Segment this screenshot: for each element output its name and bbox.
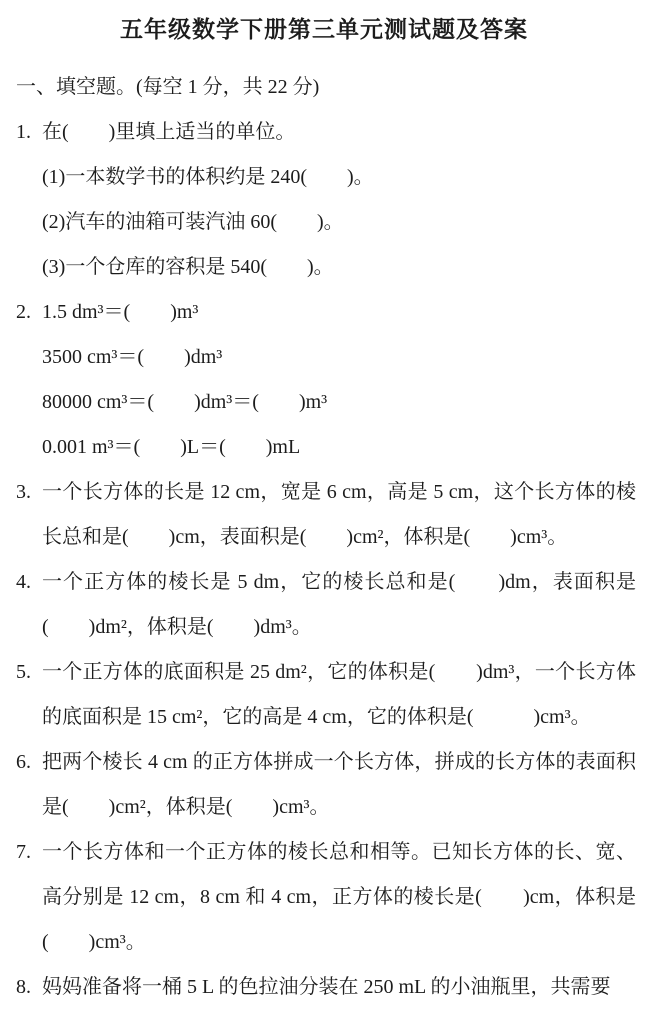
question-3-number: 3. (16, 481, 31, 503)
question-5-number: 5. (16, 661, 31, 683)
question-2-formula-1: 1.5 dm³＝( )m³ (42, 301, 199, 323)
question-6 (16, 740, 636, 830)
question-6-number: 6. (16, 751, 31, 773)
question-1 (16, 110, 636, 290)
question-7 (16, 830, 636, 965)
question-4-number: 4. (16, 571, 31, 593)
question-3 (16, 470, 636, 560)
question-1-text: 在( )里填上适当的单位。 (42, 121, 296, 143)
question-3-text: 一个长方体的长是 12 cm，宽是 6 cm，高是 5 cm，这个长方体的棱长总和是( )cm，表面积是( )cm²，体积是( )cm³。 (42, 481, 636, 548)
question-2-formula-2: 3500 cm³＝( )dm³ (42, 346, 223, 368)
question-4-text: 一个正方体的棱长是 5 dm，它的棱长总和是( )dm，表面积是( )dm²，体积是( )dm³。 (42, 571, 636, 638)
question-8 (16, 965, 636, 1010)
page-content (0, 65, 648, 1010)
page-title: 五年级数学下册第三单元测试题及答案 (120, 17, 528, 42)
question-2 (16, 290, 636, 470)
section-header: 一、填空题。(每空 1 分，共 22 分) (16, 76, 320, 98)
question-5 (16, 650, 636, 740)
question-1-subitem-1: (1)一本数学书的体积约是 240( )。 (42, 166, 374, 188)
question-8-text: 妈妈准备将一桶 5 L 的色拉油分装在 250 mL 的小油瓶里，共需要 (42, 976, 611, 998)
question-5-text: 一个正方体的底面积是 25 dm²，它的体积是( )dm³，一个长方体的底面积是 15 cm²，它的高是 4 cm，它的体积是( )cm³。 (42, 661, 636, 728)
question-1-number: 1. (16, 121, 31, 143)
question-2-formula-4: 0.001 m³＝( )L＝( )mL (42, 436, 301, 458)
question-4 (16, 560, 636, 650)
question-2-number: 2. (16, 301, 31, 323)
question-7-text: 一个长方体和一个正方体的棱长总和相等。已知长方体的长、宽、高分别是 12 cm，8 cm 和 4 cm，正方体的棱长是( )cm，体积是( )cm³。 (42, 841, 636, 953)
question-1-subitem-3: (3)一个仓库的容积是 540( )。 (42, 256, 334, 278)
question-1-subitem-2: (2)汽车的油箱可装汽油 60( )。 (42, 211, 344, 233)
question-7-number: 7. (16, 841, 31, 863)
question-6-text: 把两个棱长 4 cm 的正方体拼成一个长方体，拼成的长方体的表面积是( )cm²，体积是( )cm³。 (42, 751, 636, 818)
question-8-number: 8. (16, 976, 31, 998)
question-2-formula-3: 80000 cm³＝( )dm³＝( )m³ (42, 391, 328, 413)
